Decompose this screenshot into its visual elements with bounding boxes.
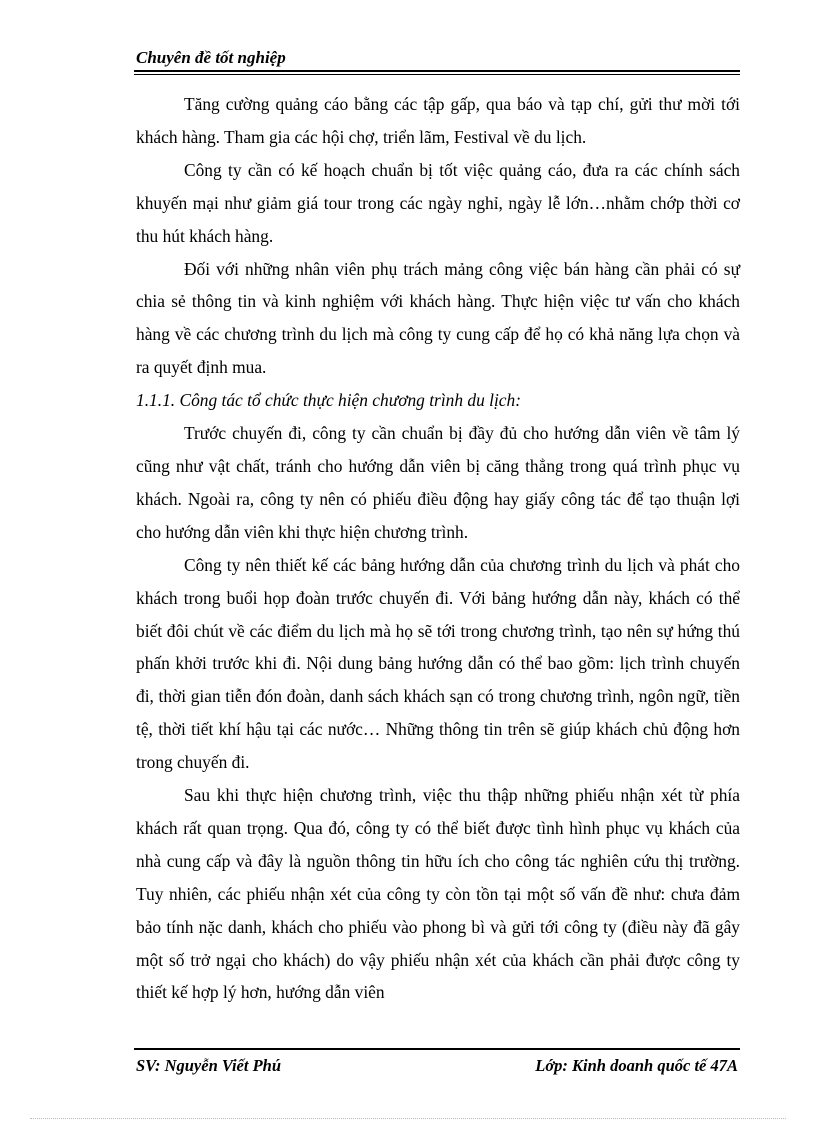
paragraph: Tăng cường quảng cáo bằng các tập gấp, qua báo và tạp chí, gửi thư mời tới khách hàng. Tham gia các hội chợ, triển lãm, Festival về du lịch.: [136, 94, 740, 147]
paragraph: Trước chuyến đi, công ty cần chuẩn bị đầy đủ cho hướng dẫn viên về tâm lý cũng như vật chất, tránh cho hướng dẫn viên bị căng thẳng trong quá trình phục vụ khách. Ngoài ra, công ty nên có phiếu điều động hay giấy công tác để tạo thuận lợi cho hướng dẫn viên khi thực hiện chương trình.: [136, 423, 740, 542]
paragraph: Đối với những nhân viên phụ trách mảng công việc bán hàng cần phải có sự chia sẻ thông tin và kinh nghiệm với khách hàng. Thực hiện việc tư vấn cho khách hàng về các chương trình du lịch mà công ty cung cấp để họ có khả năng lựa chọn và ra quyết định mua.: [136, 258, 740, 378]
paragraph: Công ty nên thiết kế các bảng hướng dẫn của chương trình du lịch và phát cho khách trong buổi họp đoàn trước chuyến đi. Với bảng hướng dẫn này, khách có thể biết đôi chút về các điểm du lịch mà họ sẽ tới trong chương trình, tạo nên sự hứng thú phấn khởi trước khi đi. Nội dung bảng hướng dẫn có thể bao gồm: lịch trình chuyến đi, thời gian tiễn đón đoàn, danh sách khách sạn có trong chương trình, ngôn ngữ, tiền tệ, thời tiết khí hậu tại các nước… Những thông tin trên sẽ giúp khách chủ động hơn trong chuyến đi.: [136, 554, 740, 773]
paragraph: Sau khi thực hiện chương trình, việc thu thập những phiếu nhận xét từ phía khách rất quan trọng. Qua đó, công ty có thể biết được tình hình phục vụ khách của nhà cung cấp và đây là nguồn thông tin hữu ích cho công tác nghiên cứu thị trường. Tuy nhiên, các phiếu nhận xét của công ty còn tồn tại một số vấn đề như: chưa đảm bảo tính nặc danh, khách cho phiếu vào phong bì và gửi tới công ty (điều này đã gây một số trở ngại cho khách) do vậy phiếu nhận xét của khách cần phải được công ty thiết kế hợp lý hơn, hướng dẫn viên: [136, 785, 740, 1003]
header-rule-thin: [134, 74, 740, 75]
paragraph: Công ty cần có kế hoạch chuẩn bị tốt việc quảng cáo, đưa ra các chính sách khuyến mại như giảm giá tour trong các ngày nghỉ, ngày lễ lớn…nhằm chớp thời cơ thu hút khách hàng.: [136, 159, 740, 246]
document-header-title: Chuyên đề tốt nghiệp: [136, 48, 286, 67]
page-bottom-dotted-border: [30, 1118, 786, 1119]
section-heading: 1.1.1. Công tác tổ chức thực hiện chương trình du lịch:: [136, 390, 522, 411]
footer-student-name: SV: Nguyễn Viết Phú: [136, 1056, 282, 1075]
header-rule-thick: [134, 70, 740, 72]
footer-rule: [134, 1048, 740, 1050]
footer-class-name: Lớp: Kinh doanh quốc tế 47A: [535, 1056, 738, 1075]
document-body: [136, 88, 740, 1009]
